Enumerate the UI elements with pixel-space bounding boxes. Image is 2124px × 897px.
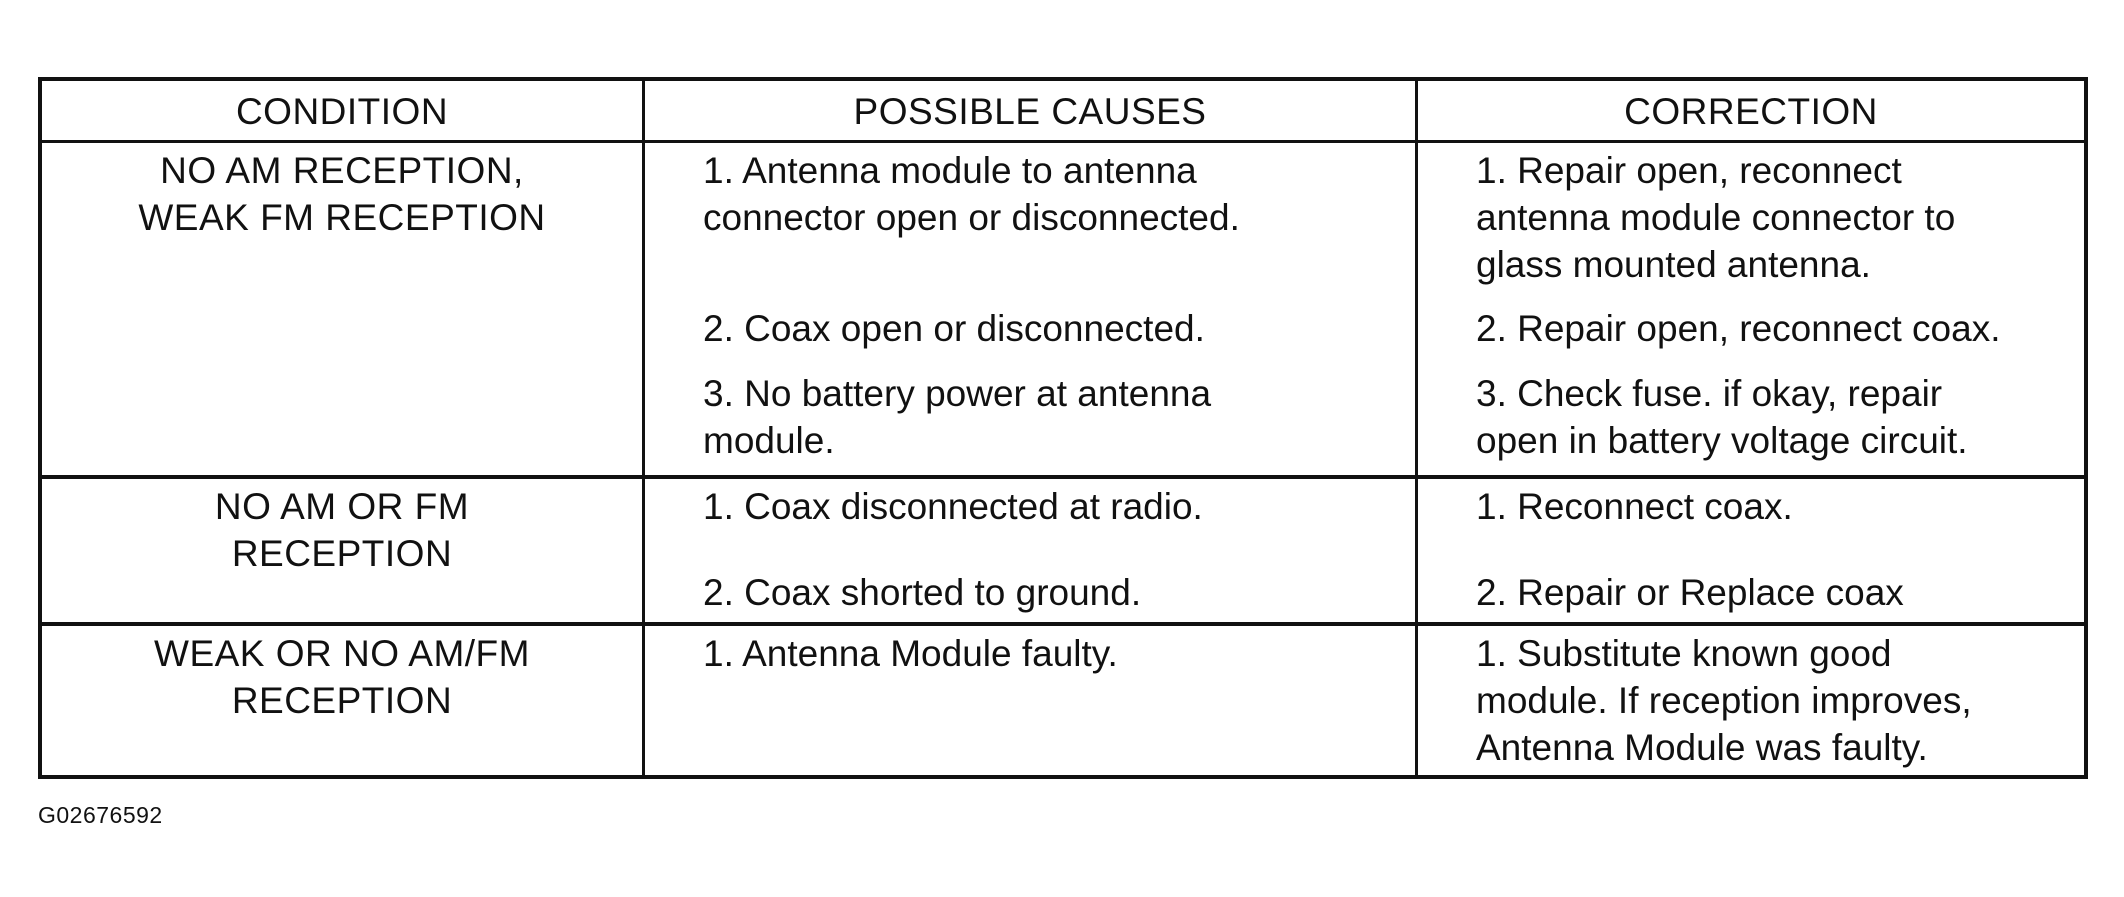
causes-cell <box>645 626 1418 779</box>
header-possible-causes: POSSIBLE CAUSES <box>853 91 1207 132</box>
correction-item: 1. Repair open, reconnect antenna module connector to glass mounted antenna. <box>1476 150 1956 285</box>
correction-item: 3. Check fuse. if okay, repair open in battery voltage circuit. <box>1476 373 1968 461</box>
correction-cell <box>1418 479 2084 622</box>
cause-item: 1. Antenna Module faulty. <box>703 633 1118 674</box>
table-row <box>42 626 2084 779</box>
table-row <box>42 143 2084 479</box>
header-correction: CORRECTION <box>1624 91 1878 132</box>
cause-item: 1. Coax disconnected at radio. <box>703 486 1203 527</box>
correction-item: 2. Repair or Replace coax <box>1476 572 1904 613</box>
cause-item: 3. No battery power at antenna module. <box>703 373 1212 461</box>
header-condition: CONDITION <box>235 91 449 132</box>
correction-cell <box>1418 143 2084 475</box>
cause-item: 2. Coax shorted to ground. <box>703 572 1142 613</box>
table-header-row <box>42 81 2084 143</box>
correction-item: 1. Reconnect coax. <box>1476 486 1793 527</box>
causes-cell <box>645 143 1418 475</box>
condition-cell <box>42 479 645 622</box>
condition-cell <box>42 626 645 779</box>
cause-item: 2. Coax open or disconnected. <box>703 308 1205 349</box>
causes-cell <box>645 479 1418 622</box>
correction-item: 1. Substitute known good module. If reception improves, Antenna Module was faulty. <box>1476 633 1972 768</box>
cause-item: 1. Antenna module to antenna connector open or disconnected. <box>703 150 1240 238</box>
condition-text: WEAK OR NO AM/FM RECEPTION <box>154 633 530 721</box>
figure-code: G02676592 <box>38 802 163 828</box>
correction-item: 2. Repair open, reconnect coax. <box>1476 308 2001 349</box>
condition-cell <box>42 143 645 475</box>
condition-text: NO AM OR FM RECEPTION <box>214 486 470 574</box>
correction-cell <box>1418 626 2084 779</box>
condition-text: NO AM RECEPTION, WEAK FM RECEPTION <box>138 150 546 238</box>
table-row <box>42 479 2084 626</box>
diagnosis-table <box>38 77 2088 779</box>
header-condition-cell <box>42 81 645 140</box>
header-causes-cell <box>645 81 1418 140</box>
header-correction-cell <box>1418 81 2084 140</box>
